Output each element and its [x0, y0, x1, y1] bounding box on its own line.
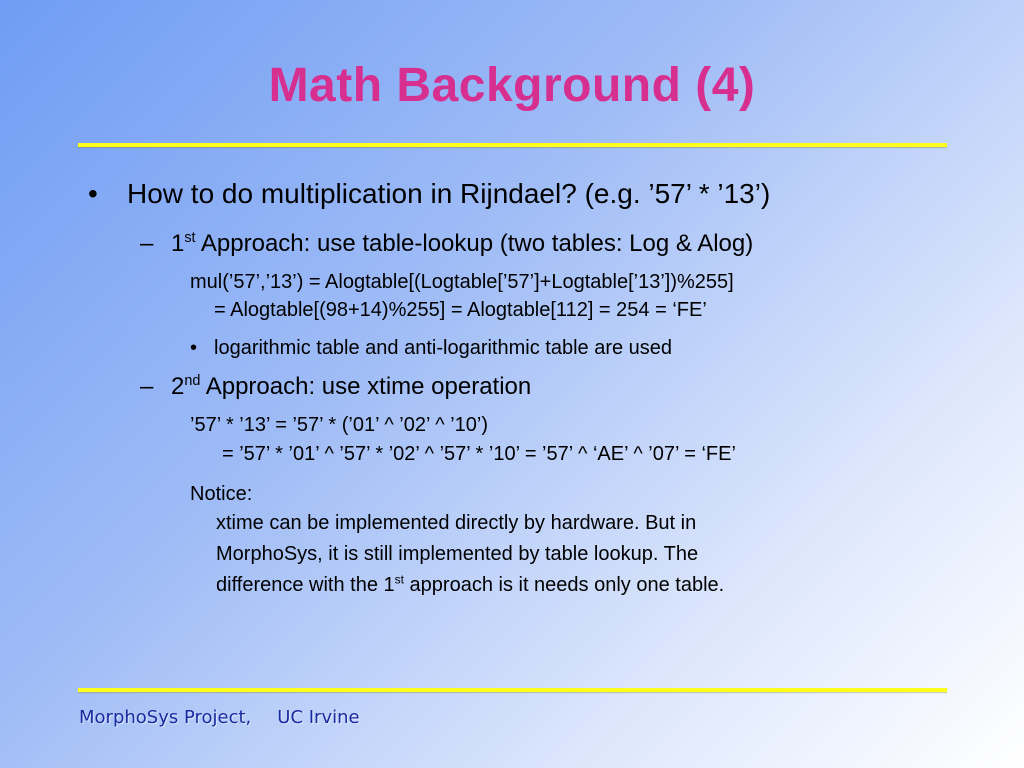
approach1-formula-line1: mul(’57’,’13’) = Alogtable[(Logtable[’57’]+Logtable[’13’])%255] [190, 271, 734, 293]
footer-project: MorphoSys Project, [79, 707, 252, 728]
footer-org: UC Irvine [277, 707, 360, 728]
notice-label: Notice: [190, 483, 253, 505]
footer-divider [78, 688, 947, 692]
notice-line3: difference with the 1st approach is it needs only one table. [216, 572, 725, 596]
notice-line2: MorphoSys, it is still implemented by table lookup. The [216, 543, 699, 565]
footer [79, 707, 360, 728]
sub-bullet-marker: • [190, 337, 198, 359]
approach2-heading: 2nd Approach: use xtime operation [171, 373, 532, 400]
approach1-sub-bullet: logarithmic table and anti-logarithmic table are used [214, 337, 673, 359]
title-divider [78, 143, 947, 147]
approach1-heading: 1st Approach: use table-lookup (two tables: Log & Alog) [171, 230, 754, 257]
dash-marker: – [140, 373, 154, 400]
main-bullet-text: How to do multiplication in Rijndael? (e.g. ’57’ * ’13’) [127, 178, 771, 209]
bullet-marker: • [88, 178, 98, 209]
notice-line1: xtime can be implemented directly by hardware. But in [216, 512, 697, 534]
approach2-formula-line2: = ’57’ * ’01’ ^ ’57’ * ’02’ ^ ’57’ * ’10’ = ’57’ ^ ‘AE’ ^ ’07’ = ‘FE’ [222, 443, 736, 465]
dash-marker: – [140, 230, 154, 257]
approach1-formula-line2: = Alogtable[(98+14)%255] = Alogtable[112] = 254 = ‘FE’ [214, 299, 707, 321]
approach2-formula-line1: ’57’ * ’13’ = ’57’ * (’01’ ^ ’02’ ^ ’10’) [190, 414, 488, 436]
slide-title: Math Background (4) [268, 59, 756, 112]
